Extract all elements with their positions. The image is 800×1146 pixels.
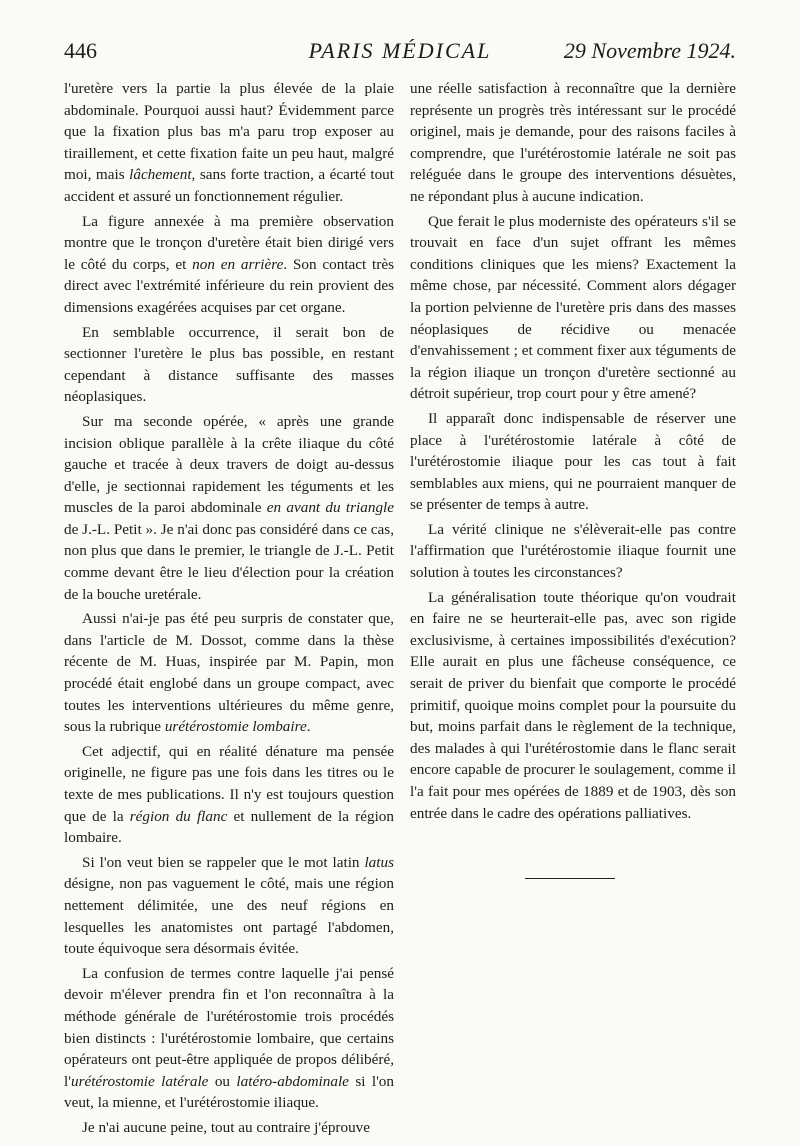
paragraph: En semblable occurrence, il serait bon de sectionner l'uretère le plus bas possible, en restant cependant à distance suffisante des masses néoplasiques.	[64, 323, 394, 406]
paragraph: La généralisation toute théorique qu'on voudrait en faire ne se heurterait-elle pas, avec son rigide exclusivisme, à certaines impossibilités d'exécution? Elle aurait en plus une fâcheuse conséquence, ce serait de priver du bienfait que comporte le procédé primitif, quoique moins complet pour la poursuite du but, moins parfait dans le règlement de la technique, des malades à qui l'urétérostomie dans le flanc serait encore capable de procurer le soulagement, comme il l'a fait pour mes opérées de 1889 et de 1903, dès son entrée dans le cadre des opérations palliatives.	[410, 588, 736, 822]
left-column	[64, 78, 394, 1142]
paragraph: Sur ma seconde opérée, « après une grande incision oblique parallèle à la crête iliaque du côté gauche et tracée à deux travers de doigt au-dessus d'elle, je sectionnai rapidement les téguments et les muscles de la paroi abdominale en avant du triangle de J.-L. Petit ». Je n'ai donc pas considéré dans ce cas, non plus que dans le premier, le triangle de J.-L. Petit comme devant être le lieu d'élection pour la création de la bouche uretérale.	[64, 412, 395, 603]
paragraph: Aussi n'ai-je pas été peu surpris de constater que, dans l'article de M. Dossot, comme dans la thèse récente de M. Huas, inspirée par M. Papin, mon procédé était englobé dans un groupe compact, avec toutes les interventions ultérieures du même genre, sous la rubrique urétérostomie lombaire.	[64, 610, 394, 736]
issue-date: 29 Novembre 1924.	[563, 38, 736, 63]
section-divider	[525, 878, 615, 879]
paragraph: Que ferait le plus moderniste des opérateurs s'il se trouvait en face d'un sujet offrant les mêmes conditions cliniques que les miens? Exactement la même chose, par nécessité. Comment alors dégager la portion pelvienne de l'uretère pris dans des masses néoplasiques de récidive ou menacée d'envahissement ; et comment fixer aux téguments de la région iliaque un tronçon d'uretère sectionné au détroit supérieur, trop court pour y être amené?	[410, 212, 736, 403]
paragraph: Si l'on veut bien se rappeler que le mot latin latus désigne, non pas vaguement le côté, mais une région nettement délimitée, une des neuf régions en lesquelles les anatomistes ont partagé l'abdomen, toute équivoque sera désormais évitée.	[64, 853, 394, 958]
paragraph: Cet adjectif, qui en réalité dénature ma pensée originelle, ne figure pas une fois dans les titres ou le texte de mes publications. Il n'y est toujours question que de la région du flanc et nullement de la région lombaire.	[64, 742, 394, 847]
paragraph: La figure annexée à ma première observation montre que le tronçon d'uretère était bien dirigé vers le côté du corps, et non en arrière. Son contact très direct avec l'extrémité inférieure du rein provient des dimensions exagérées acquises par cet organe.	[64, 212, 394, 316]
paragraph: La vérité clinique ne s'élèverait-elle pas contre l'affirmation que l'urétérostomie iliaque fournit une solution à toutes les circonstances?	[410, 520, 736, 582]
paragraph: La confusion de termes contre laquelle j'ai pensé devoir m'élever prendra fin et l'on reconnaîtra à la méthode générale de l'urétérostomie trois procédés bien distincts : l'urétérostomie lombaire, que certains opérateurs ont peut-être appliquée de propos délibéré, l'urétérostomie latérale ou latéro-abdominale si l'on veut, la mienne, et l'urétérostomie iliaque.	[64, 964, 394, 1112]
right-column	[410, 78, 736, 827]
paragraph: l'uretère vers la partie la plus élevée de la plaie abdominale. Pourquoi aussi haut? Évidemment parce que la fixation plus bas m'a paru trop exposer au tiraillement, et cette fixation faite un peu haut, malgré moi, mais lâchement, sans forte traction, a écarté tout accident et assuré un fonctionnement régulier.	[64, 80, 394, 205]
paragraph: Je n'ai aucune peine, tout au contraire j'éprouve	[82, 1118, 371, 1136]
paragraph: une réelle satisfaction à reconnaître que la dernière représente un progrès très intéressant sur le procédé originel, mais je demande, pour des raisons faciles à comprendre, que l'urétérostomie latérale ne soit pas reléguée dans le groupe des interventions désuètes, ne répondant plus à aucune indication.	[410, 80, 736, 205]
running-title: PARIS MÉDICAL	[308, 38, 492, 63]
page-number: 446	[64, 38, 97, 63]
paragraph: Il apparaît donc indispensable de réserver une place à l'urétérostomie latérale à côté de l'urétérostomie iliaque pour les cas tout à fait semblables aux miens, qui ne pourraient manquer de se présenter de temps à autre.	[410, 409, 736, 514]
page-header	[64, 38, 736, 72]
